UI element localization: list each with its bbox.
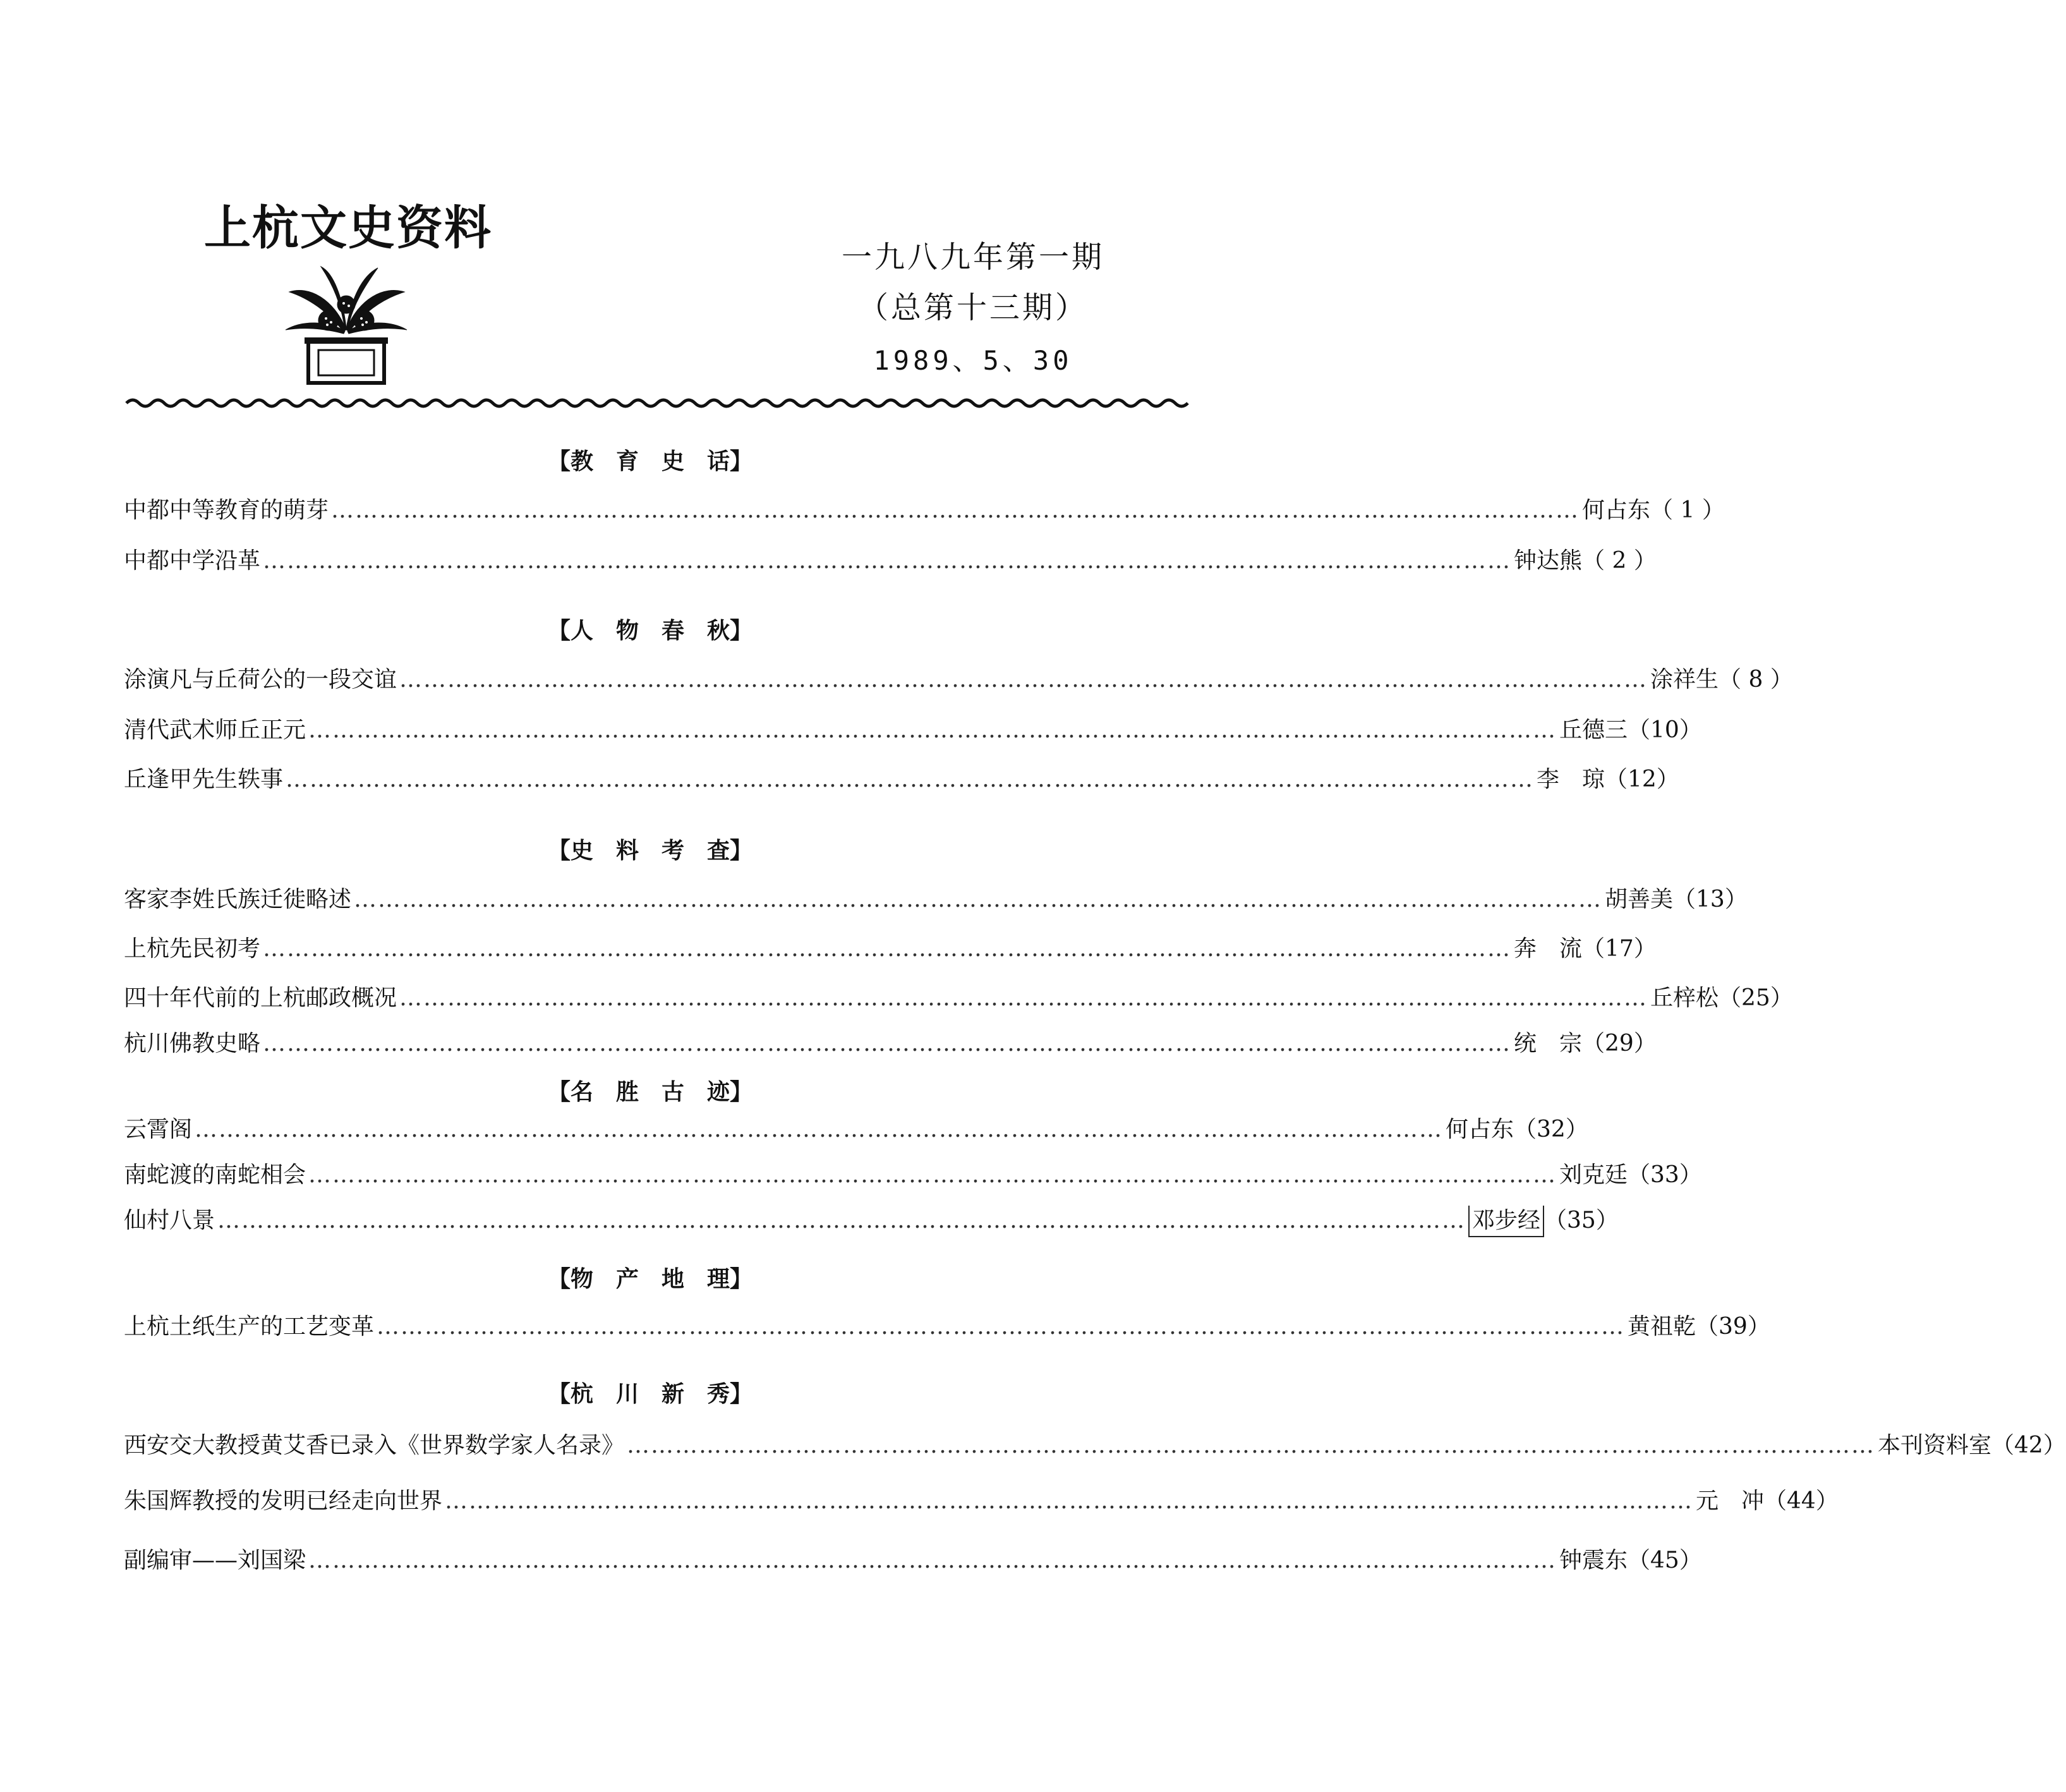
entry-author: 黄祖乾 [1628,1314,1696,1340]
entry-author: 钟震东 [1559,1547,1628,1573]
entry-page: （29） [1582,1031,1657,1056]
entry-page: （ 2 ） [1582,548,1657,574]
entry-author: 李 琼 [1537,766,1605,792]
section-heading-historical-research: 【史 料 考 査】 [547,838,752,864]
entry-page: （35） [1544,1208,1619,1233]
entry-author: 邓步经 [1468,1206,1544,1237]
entry-title: 南蛇渡的南蛇相会 [124,1162,306,1188]
entry-page: （ 8 ） [1719,667,1793,693]
leader-dots: ………………………………………………………………………………………………………………………………………… [263,1031,1512,1056]
section-heading-products-geography: 【物 产 地 理】 [547,1266,752,1292]
entry-title: 清代武术师丘正元 [124,717,306,743]
potted-plant-logo [283,260,409,387]
entry-author: 胡善美 [1605,887,1674,912]
issue-date: 1989、5、30 [873,345,1073,376]
toc-entry [124,1486,1839,1517]
toc-entry [124,1206,1619,1236]
toc-entry [124,885,1748,915]
entry-page: （17） [1582,936,1657,962]
entry-page: （13） [1673,887,1748,912]
entry-author: 统 宗 [1514,1031,1583,1056]
leader-dots: ………………………………………………………………………………………………………………………………………… [399,667,1648,693]
entry-page: （ 1 ） [1650,497,1725,523]
entry-page: （44） [1764,1488,1839,1514]
toc-entry [124,983,1793,1014]
toc-entry [124,1431,2066,1461]
toc-entry [124,546,1657,576]
entry-title: 涂演凡与丘荷公的一段交谊 [124,667,397,693]
entry-page: （42） [1991,1432,2066,1458]
leader-dots: ………………………………………………………………………………………………………………………………………… [445,1488,1694,1514]
leader-dots: ………………………………………………………………………………………………………………………………………… [217,1208,1466,1233]
leader-dots: ………………………………………………………………………………………………………………………………………… [354,887,1603,912]
leader-dots: ………………………………………………………………………………………………………………………………………… [195,1117,1444,1142]
leader-dots: ………………………………………………………………………………………………………………………………………… [399,985,1648,1011]
toc-entry [124,1029,1657,1059]
entry-author: 何占东 [1446,1117,1514,1142]
issue-year-number: 一九八九年第一期 [841,239,1104,275]
entry-title: 丘逢甲先生轶事 [124,766,284,792]
leader-dots: ………………………………………………………………………………………………………………………………………… [308,1547,1557,1573]
entry-author: 钟达熊 [1514,548,1583,574]
leader-dots: ………………………………………………………………………………………………………………………………………… [263,936,1512,962]
section-heading-people-history: 【人 物 春 秋】 [547,618,752,644]
entry-author: 奔 流 [1514,936,1583,962]
wavy-divider [126,396,1188,411]
publication-title: 上杭文史资料 [204,201,492,255]
entry-title: 杭川佛教史略 [124,1031,261,1056]
entry-author: 丘德三 [1559,717,1628,743]
toc-entry [124,1312,1770,1342]
toc-entry [124,665,1793,695]
entry-page: （25） [1719,985,1793,1011]
leader-dots: ………………………………………………………………………………………………………………………………………… [627,1432,1876,1458]
leader-dots: ………………………………………………………………………………………………………………………………………… [308,1162,1557,1188]
leader-dots: ………………………………………………………………………………………………………………………………………… [286,766,1535,792]
entry-title: 上杭土纸生产的工艺变革 [124,1314,375,1340]
entry-page: （32） [1514,1117,1588,1142]
toc-entry [124,715,1702,746]
entry-author: 刘克廷 [1559,1162,1628,1188]
toc-entry [124,1160,1702,1190]
toc-entry [124,934,1657,964]
section-heading-scenic-sites: 【名 胜 古 迹】 [547,1079,752,1105]
entry-title: 客家李姓氏族迁徙略述 [124,887,352,912]
entry-title: 上杭先民初考 [124,936,261,962]
entry-author: 本刊资料室 [1878,1432,1992,1458]
entry-title: 中都中等教育的萌芽 [124,497,329,523]
entry-title: 副编审——刘国梁 [124,1547,306,1573]
toc-entry [124,1115,1588,1145]
entry-title: 朱国辉教授的发明已经走向世界 [124,1488,443,1514]
toc-entry [124,1546,1702,1576]
leader-dots: ………………………………………………………………………………………………………………………………………… [331,497,1580,523]
leader-dots: ………………………………………………………………………………………………………………………………………… [308,717,1557,743]
entry-page: （10） [1628,717,1702,743]
entry-author: 何占东 [1582,497,1651,523]
leader-dots: ………………………………………………………………………………………………………………………………………… [263,548,1512,574]
entry-author: 元 冲 [1696,1488,1765,1514]
entry-page: （33） [1628,1162,1702,1188]
entry-page: （39） [1696,1314,1770,1340]
section-heading-hangchuan-talents: 【杭 川 新 秀】 [547,1381,752,1407]
entry-title: 西安交大教授黄艾香已录入《世界数学家人名录》 [124,1432,625,1458]
entry-page: （45） [1628,1547,1702,1573]
section-heading-education-history: 【教 育 史 话】 [547,449,752,475]
entry-author: 涂祥生 [1650,667,1719,693]
entry-author: 丘梓松 [1650,985,1719,1011]
entry-title: 云霄阁 [124,1117,193,1142]
entry-title: 中都中学沿革 [124,548,261,574]
entry-page: （12） [1605,766,1679,792]
toc-entry [124,765,1679,795]
toc-entry [124,495,1725,526]
entry-title: 四十年代前的上杭邮政概况 [124,985,397,1011]
leader-dots: ………………………………………………………………………………………………………………………………………… [377,1314,1626,1340]
entry-title: 仙村八景 [124,1208,215,1233]
issue-total-number: （总第十三期） [857,290,1088,325]
